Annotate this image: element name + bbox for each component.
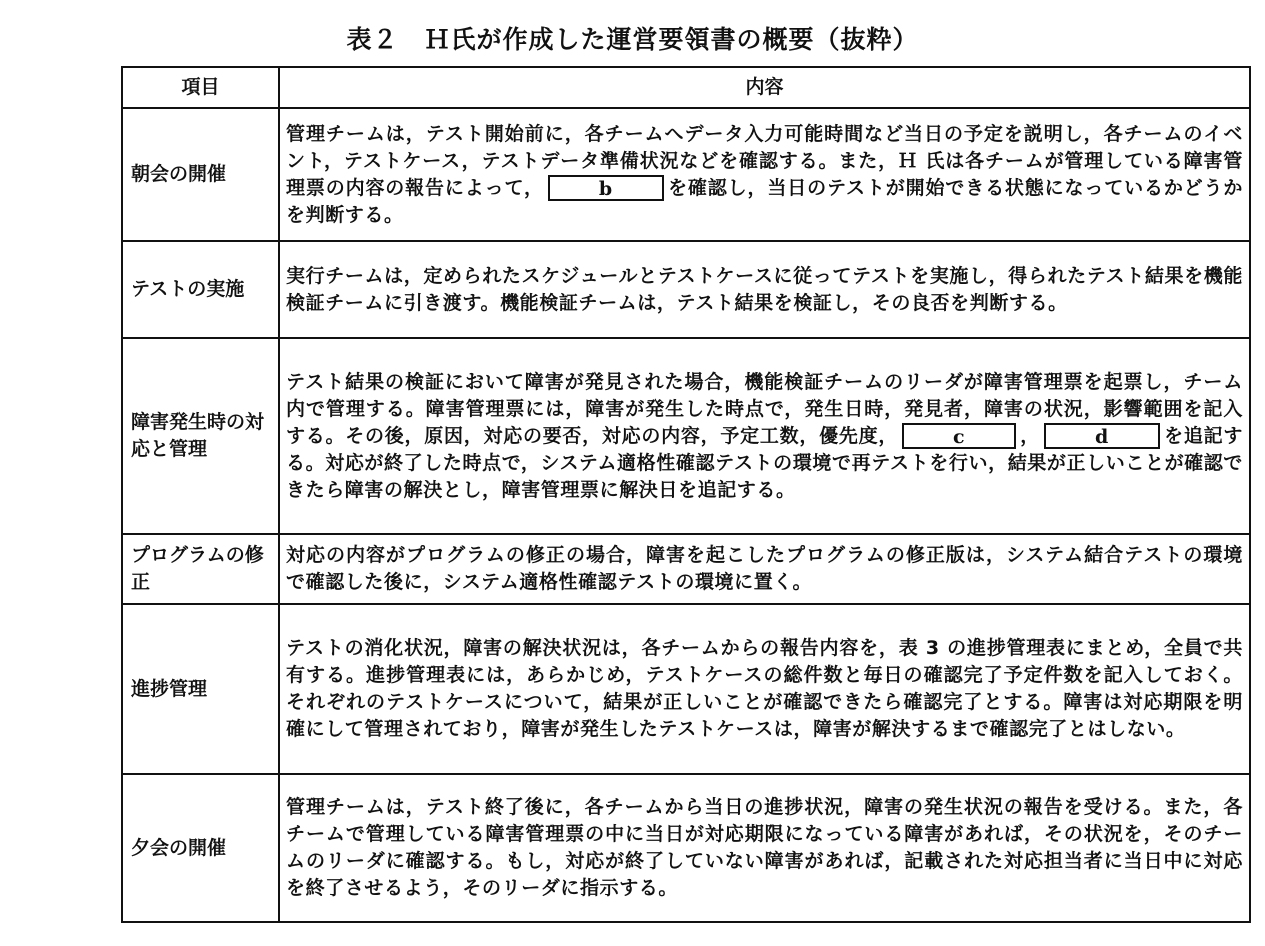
- table-row: [122, 108, 1250, 241]
- header-row: [122, 67, 1250, 108]
- header-item: 項目: [122, 67, 279, 108]
- row-content-progress-management: [279, 604, 1250, 774]
- header-content: 内容: [279, 67, 1250, 108]
- content-text: 管理チームは，テスト開始前に，各チームへデータ入力可能時間など当日の予定を説明し，各チームのイベント，テストケース，テストデータ準備状況などを確認する。また，Ｈ 氏は各チームが管理している障害管理票の内容の報告によって，: [286, 122, 1243, 199]
- row-content-program-fix: [279, 534, 1250, 604]
- table-row: [122, 604, 1250, 774]
- table-row: [122, 534, 1250, 604]
- row-content-evening-meeting: [279, 774, 1250, 922]
- content-text: 対応の内容がプログラムの修正の場合，障害を起こしたプログラムの修正版は，システム結合テストの環境で確認した後に，システム適格性確認テストの環境に置く。: [286, 544, 1243, 593]
- blank-c-box: c: [902, 423, 1016, 449]
- row-item-progress-management: 進捗管理: [122, 604, 279, 774]
- row-content-test-execution: [279, 241, 1250, 338]
- table-row: [122, 338, 1250, 534]
- row-item-test-execution: テストの実施: [122, 241, 279, 338]
- row-item-morning-meeting: 朝会の開催: [122, 108, 279, 241]
- content-text: テストの消化状況，障害の解決状況は，各チームからの報告内容を，表 3 の進捗管理表にまとめ，全員で共有する。進捗管理表には，あらかじめ，テストケースの総件数と毎日の確認完了予定件数を記入しておく。それぞれのテストケースについて，結果が正しいことが確認できたら確認完了とする。障害は対応期限を明確にして管理されており，障害が発生したテストケースは，障害が解決するまで確認完了とはしない。: [286, 637, 1243, 740]
- table-title: 表２ Ｈ氏が作成した運営要領書の概要（抜粋）: [346, 25, 919, 54]
- content-text: 実行チームは，定められたスケジュールとテストケースに従ってテストを実施し，得られたテスト結果を機能検証チームに引き渡す。機能検証チームは，テスト結果を検証し，その良否を判断する。: [286, 264, 1243, 314]
- row-item-evening-meeting: 夕会の開催: [122, 774, 279, 922]
- table-row: [122, 774, 1250, 922]
- content-text: ，: [1020, 424, 1040, 447]
- blank-b-box: b: [548, 175, 664, 201]
- row-content-morning-meeting: [279, 108, 1250, 241]
- content-text: を追記する。対応が終了した時点で，システム適格性確認テストの環境で再テストを行い，結果が正しいことが確認できたら障害の解決とし，障害管理票に解決日を追記する。: [286, 424, 1243, 501]
- table-row: [122, 241, 1250, 338]
- content-text: 管理チームは，テスト終了後に，各チームから当日の進捗状況，障害の発生状況の報告を受ける。また，各チームで管理している障害管理票の中に当日が対応期限になっている障害があれば，その状況を，そのチームのリーダに確認する。もし，対応が終了していない障害があれば，記載された対応担当者に当日中に対応を終了させるよう，そのリーダに指示する。: [286, 796, 1243, 899]
- row-content-incident-handling: [279, 338, 1250, 534]
- content-text: テスト結果の検証において障害が発見された場合，機能検証チームのリーダが障害管理票を起票し，チーム内で管理する。障害管理票には，障害が発生した時点で，発生日時，発見者，障害の状況，影響範囲を記入する。その後，原因，対応の要否，対応の内容，予定工数，優先度，: [286, 370, 1243, 447]
- row-item-incident-handling: 障害発生時の対応と管理: [122, 338, 279, 534]
- operation-guide-table: [121, 66, 1251, 923]
- row-item-program-fix: プログラムの修正: [122, 534, 279, 604]
- content-text: を確認し，当日のテストが開始できる状態になっているかどうかを判断する。: [286, 176, 1243, 226]
- blank-d-box: d: [1044, 423, 1160, 449]
